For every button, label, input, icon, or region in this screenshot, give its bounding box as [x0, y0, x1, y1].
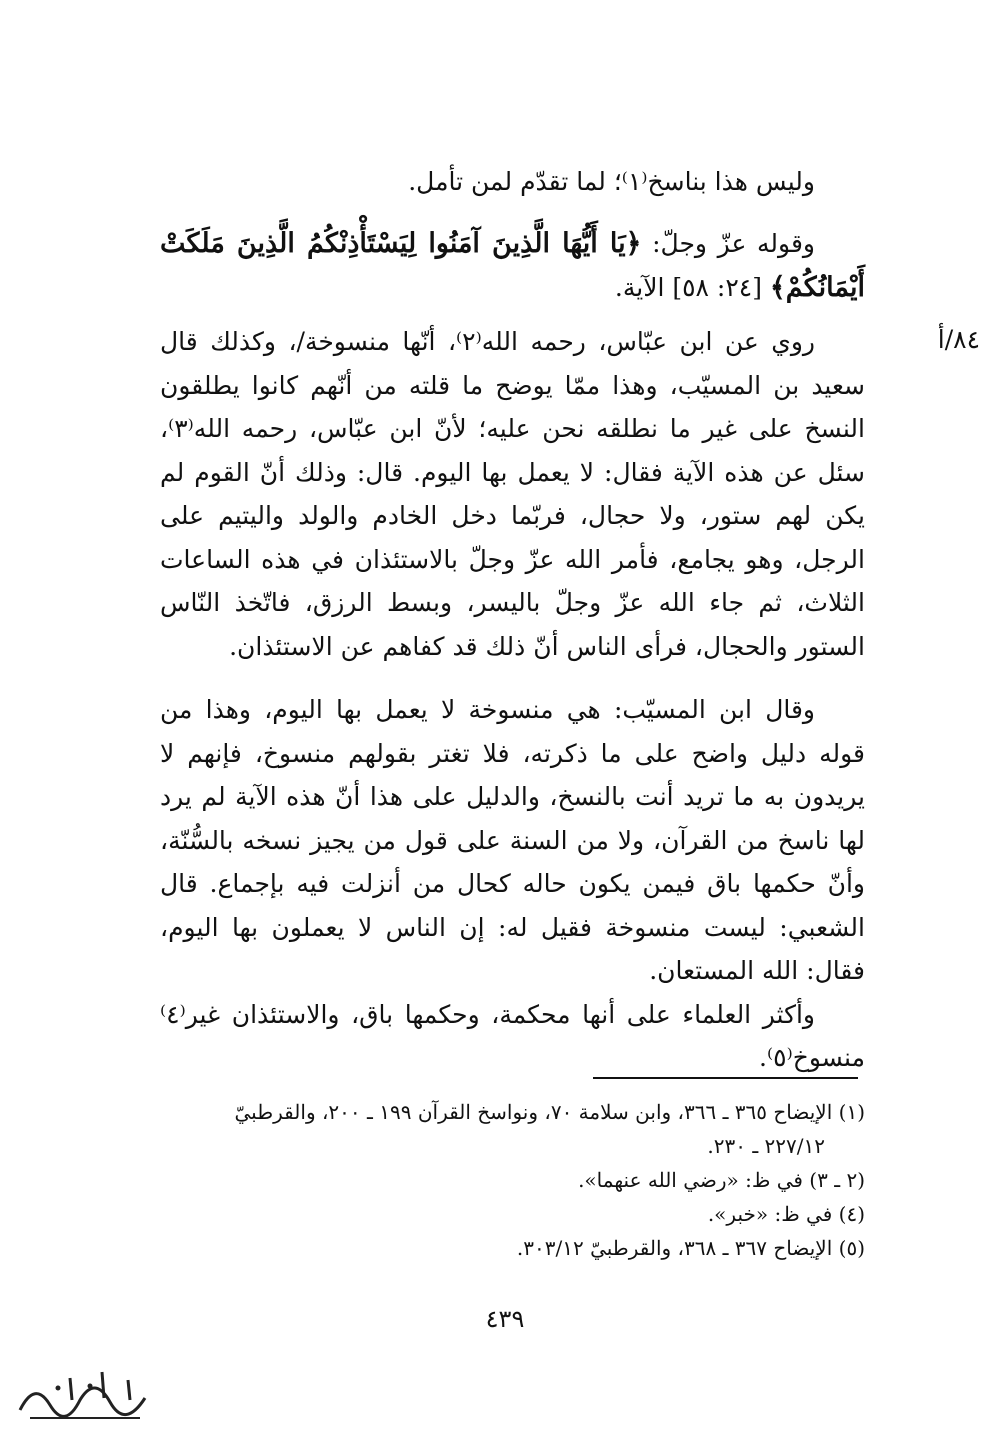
- opening-sentence: وليس هذا بناسخ⁽١⁾؛ لما تقدّم لمن تأمل.: [408, 167, 815, 196]
- footnote-separator: [593, 1077, 858, 1079]
- ibn-abbas-paragraph: [160, 320, 865, 668]
- footnote-5: (٥) الإيضاح ٣٦٧ ـ ٣٦٨، والقرطبيّ ٣٠٣/١٢.: [516, 1236, 865, 1260]
- footnote-4: (٤) في ظ: «خبر».: [707, 1202, 865, 1226]
- verse-paragraph: [160, 222, 865, 310]
- paragraph-ibn-abbas: روي عن ابن عبّاس، رحمه الله⁽٢⁾، أنّها منسوخة/، وكذلك قال سعيد بن المسيّب، وهذا ممّا يوضح ما قلته من أنّهم كانوا يطلقون النسخ على غير ما نطلقه نحن عليه؛ لأنّ ابن عبّاس، رحمه الله⁽٣⁾، سئل عن هذه الآية فقال: لا يعمل بها اليوم. قال: وذلك أنّ القوم لم يكن لهم ستور، ولا حجال، فربّما دخل الخادم والولد واليتيم على الرجل، وهو يجامع، فأمر الله عزّ وجلّ بالاستئذان في هذه الساعات الثلاث، ثم جاء الله عزّ وجلّ باليسر، وبسط الرزق، فاتّخذ النّاس الستور والحجال، فرأى الناس أنّ ذلك قد كفاهم عن الاستئذان.: [160, 327, 865, 661]
- calligraphy-logo: [10, 1360, 160, 1430]
- quran-verse: ﴿يَا أَيُّهَا الَّذِينَ آمَنُوا لِيَسْتَأْذِنْكُمُ الَّذِينَ مَلَكَتْ أَيْمَانُكُمْ﴾: [160, 228, 865, 303]
- footnotes: [160, 1095, 865, 1265]
- footnote-2-3: (٢ ـ ٣) في ظ: «رضي الله عنهما».: [578, 1168, 865, 1192]
- paragraph-ibn-musayyib: وقال ابن المسيّب: هي منسوخة لا يعمل بها اليوم، وهذا من قوله دليل واضح على ما ذكرته، فلا تغتر بقولهم منسوخ، فإنهم لا يريدون به ما تريد أنت بالنسخ، والدليل على هذا أنّ هذه الآية لم يرد لها ناسخ من القرآن، ولا من السنة على قول من يجيز نسخه بالسُّنّة، وأنّ حكمها باق فيمن يكون حاله كحال من أنزلت فيه بإجماع. قال الشعبي: ليست منسوخة فقيل له: إن الناس لا يعملون بها اليوم، فقال: الله المستعان.: [160, 695, 865, 985]
- verse-reference: [٢٤: ٥٨] الآية.: [614, 273, 770, 302]
- ibn-musayyib-paragraph: [160, 688, 865, 1080]
- page-number: ٤٣٩: [485, 1305, 525, 1333]
- folio-marginal-reference: ٨٤/أ: [937, 325, 980, 354]
- paragraph-scholars-conclusion: وأكثر العلماء على أنها محكمة، وحكمها باق، والاستئذان غير⁽٤⁾ منسوخ⁽٥⁾.: [160, 999, 865, 1072]
- footnote-1-continuation: ٢٢٧/١٢ ـ ٢٣٠.: [707, 1134, 825, 1158]
- footnote-1: (١) الإيضاح ٣٦٥ ـ ٣٦٦، وابن سلامة ٧٠، ونواسخ القرآن ١٩٩ ـ ٢٠٠، والقرطبيّ: [234, 1100, 865, 1124]
- verse-citation: [160, 222, 865, 310]
- verse-intro: وقوله عزّ وجلّ:: [641, 229, 815, 258]
- opening-line: [160, 160, 865, 204]
